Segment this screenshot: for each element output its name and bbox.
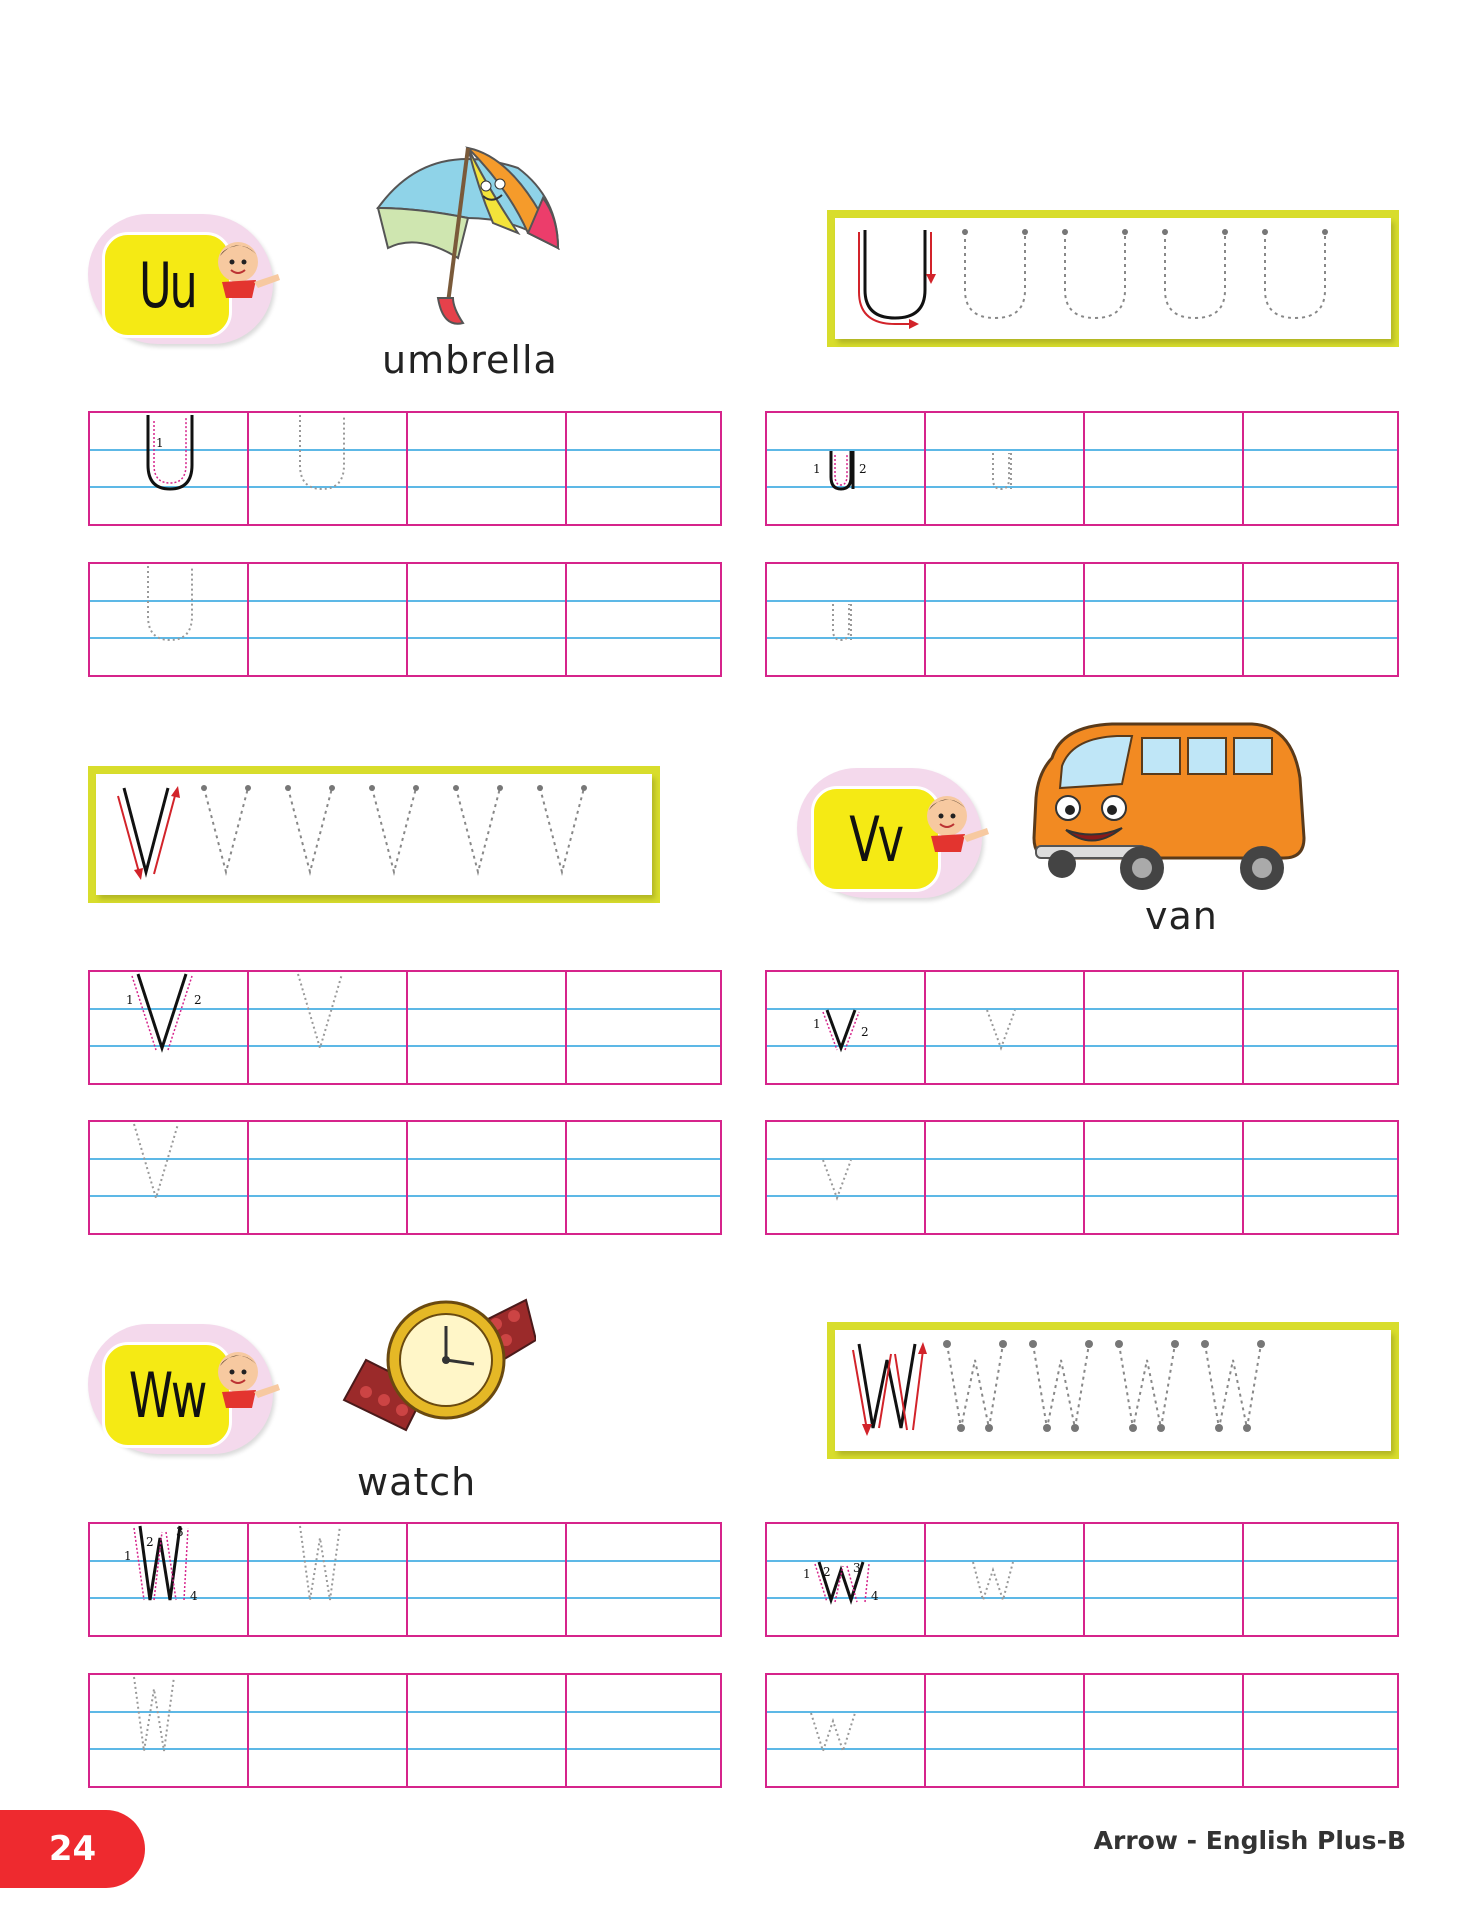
capital-v-dotted xyxy=(90,1122,724,1237)
tracing-strip-inner xyxy=(96,774,652,895)
pointing-boy-icon xyxy=(216,236,286,306)
badge-letter-box xyxy=(811,786,941,892)
writing-box-capital-u-1[interactable] xyxy=(88,411,722,526)
van-picture xyxy=(1022,718,1312,893)
stroke-number: 1 xyxy=(813,462,821,476)
badge-letters: Vv xyxy=(849,802,903,876)
dotted-v-row xyxy=(204,788,584,872)
tracing-strip-inner xyxy=(835,218,1391,339)
small-u-guide xyxy=(767,413,1401,528)
writing-box-small-u-2[interactable] xyxy=(765,562,1399,677)
model-letter-v xyxy=(118,786,180,880)
stroke-number: 1 xyxy=(813,1017,821,1031)
tracing-strip-glyphs xyxy=(96,774,652,895)
tracing-strip-w xyxy=(827,1322,1399,1459)
writing-box-small-w-2[interactable] xyxy=(765,1673,1399,1788)
stroke-number: 1 xyxy=(126,993,134,1007)
writing-box-capital-u-2[interactable] xyxy=(88,562,722,677)
pointing-boy-icon xyxy=(925,790,995,860)
dotted-u-row xyxy=(965,232,1325,318)
small-w-guide xyxy=(767,1524,1401,1639)
badge-letters: Ww xyxy=(128,1358,206,1432)
model-letter-u xyxy=(859,230,936,329)
stroke-number: 1 xyxy=(803,1567,811,1581)
dotted-w-row xyxy=(947,1344,1261,1428)
letter-badge-u xyxy=(88,206,303,356)
stroke-number: 2 xyxy=(146,1535,154,1549)
letter-badge-v xyxy=(797,760,1012,910)
writing-box-capital-v-2[interactable] xyxy=(88,1120,722,1235)
letter-badge-w xyxy=(88,1316,303,1466)
watch-picture xyxy=(336,1280,536,1450)
stroke-number: 1 xyxy=(124,1549,132,1563)
small-w-dotted xyxy=(767,1675,1401,1790)
stroke-number: 4 xyxy=(871,1589,879,1603)
stroke-number: 4 xyxy=(190,1589,198,1603)
capital-w-guide xyxy=(90,1524,724,1639)
writing-box-small-u-1[interactable] xyxy=(765,411,1399,526)
writing-box-capital-v-1[interactable] xyxy=(88,970,722,1085)
small-v-dotted xyxy=(767,1122,1401,1237)
book-title: Arrow - English Plus-B xyxy=(1093,1826,1406,1855)
tracing-strip-u xyxy=(827,210,1399,347)
badge-letter-box xyxy=(102,232,232,338)
word-van: van xyxy=(1145,894,1218,938)
capital-v-guide xyxy=(90,972,724,1087)
word-umbrella: umbrella xyxy=(382,338,558,382)
umbrella-picture xyxy=(368,138,568,338)
writing-box-small-v-1[interactable] xyxy=(765,970,1399,1085)
stroke-number: 1 xyxy=(156,436,164,450)
stroke-number: 2 xyxy=(194,993,202,1007)
page-number-tab xyxy=(0,1810,145,1888)
word-watch: watch xyxy=(357,1460,477,1504)
tracing-strip-glyphs xyxy=(835,1330,1391,1451)
page-number: 24 xyxy=(48,1829,97,1869)
badge-letter-box xyxy=(102,1342,232,1448)
tracing-strip-glyphs xyxy=(835,218,1391,339)
writing-box-capital-w-1[interactable] xyxy=(88,1522,722,1637)
badge-letters: Uu xyxy=(138,248,196,322)
tracing-strip-inner xyxy=(835,1330,1391,1451)
stroke-number: 2 xyxy=(861,1025,869,1039)
tracing-strip-v xyxy=(88,766,660,903)
capital-u-guide xyxy=(90,413,724,528)
small-u-dotted xyxy=(767,564,1401,679)
writing-box-small-w-1[interactable] xyxy=(765,1522,1399,1637)
small-v-guide xyxy=(767,972,1401,1087)
model-letter-w xyxy=(853,1342,927,1436)
writing-box-capital-w-2[interactable] xyxy=(88,1673,722,1788)
stroke-number: 3 xyxy=(853,1561,861,1575)
pointing-boy-icon xyxy=(216,1346,286,1416)
capital-w-dotted xyxy=(90,1675,724,1790)
writing-box-small-v-2[interactable] xyxy=(765,1120,1399,1235)
stroke-number: 2 xyxy=(823,1565,831,1579)
stroke-number: 2 xyxy=(859,462,867,476)
stroke-number: 3 xyxy=(176,1525,184,1539)
capital-u-dotted xyxy=(90,564,724,679)
